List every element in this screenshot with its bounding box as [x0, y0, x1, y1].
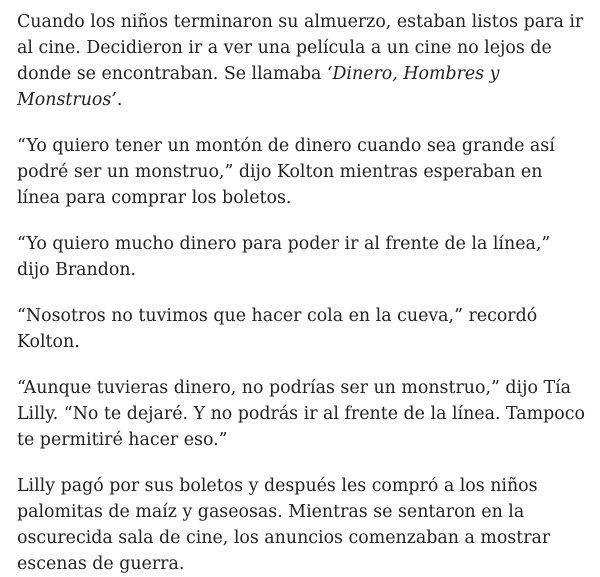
paragraph-kolton-cave: “Nosotros no tuvimos que hacer cola en la cueva,” recordó Kolton.	[17, 306, 538, 352]
paragraph-brandon-line: “Yo quiero mucho dinero para poder ir al frente de la línea,” dijo Brandon.	[17, 234, 551, 280]
paragraph-end: .	[116, 90, 123, 110]
paragraph-lunch-movie	[17, 9, 586, 113]
paragraph-kolton-money: “Yo quiero tener un montón de dinero cuando sea grande así podré ser un monstruo,” dijo Kolton mientras esperaban en línea para comprar los boletos.	[17, 136, 555, 208]
paragraph-text: Cuando los niños terminaron su almuerzo, estaban listos para ir al cine. Decidieron ir a ver una película a un cine no lejos de donde se encontraban. Se llamaba	[17, 12, 584, 84]
movie-title: ‘Dinero, Hombres y Monstruos’	[17, 64, 500, 110]
paragraph-lilly-tickets: Lilly pagó por sus boletos y después les compró a los niños palomitas de maíz y gaseosas. Mientras se sentaron en la oscurecida sala de cine, los anuncios comenzaban a mostrar escenas de guerra.	[17, 476, 551, 574]
paragraph-tia-lilly: “Aunque tuvieras dinero, no podrías ser un monstruo,” dijo Tía Lilly. “No te dejaré. Y no podrás ir al frente de la línea. Tampoco te permitiré hacer eso.”	[17, 378, 585, 450]
